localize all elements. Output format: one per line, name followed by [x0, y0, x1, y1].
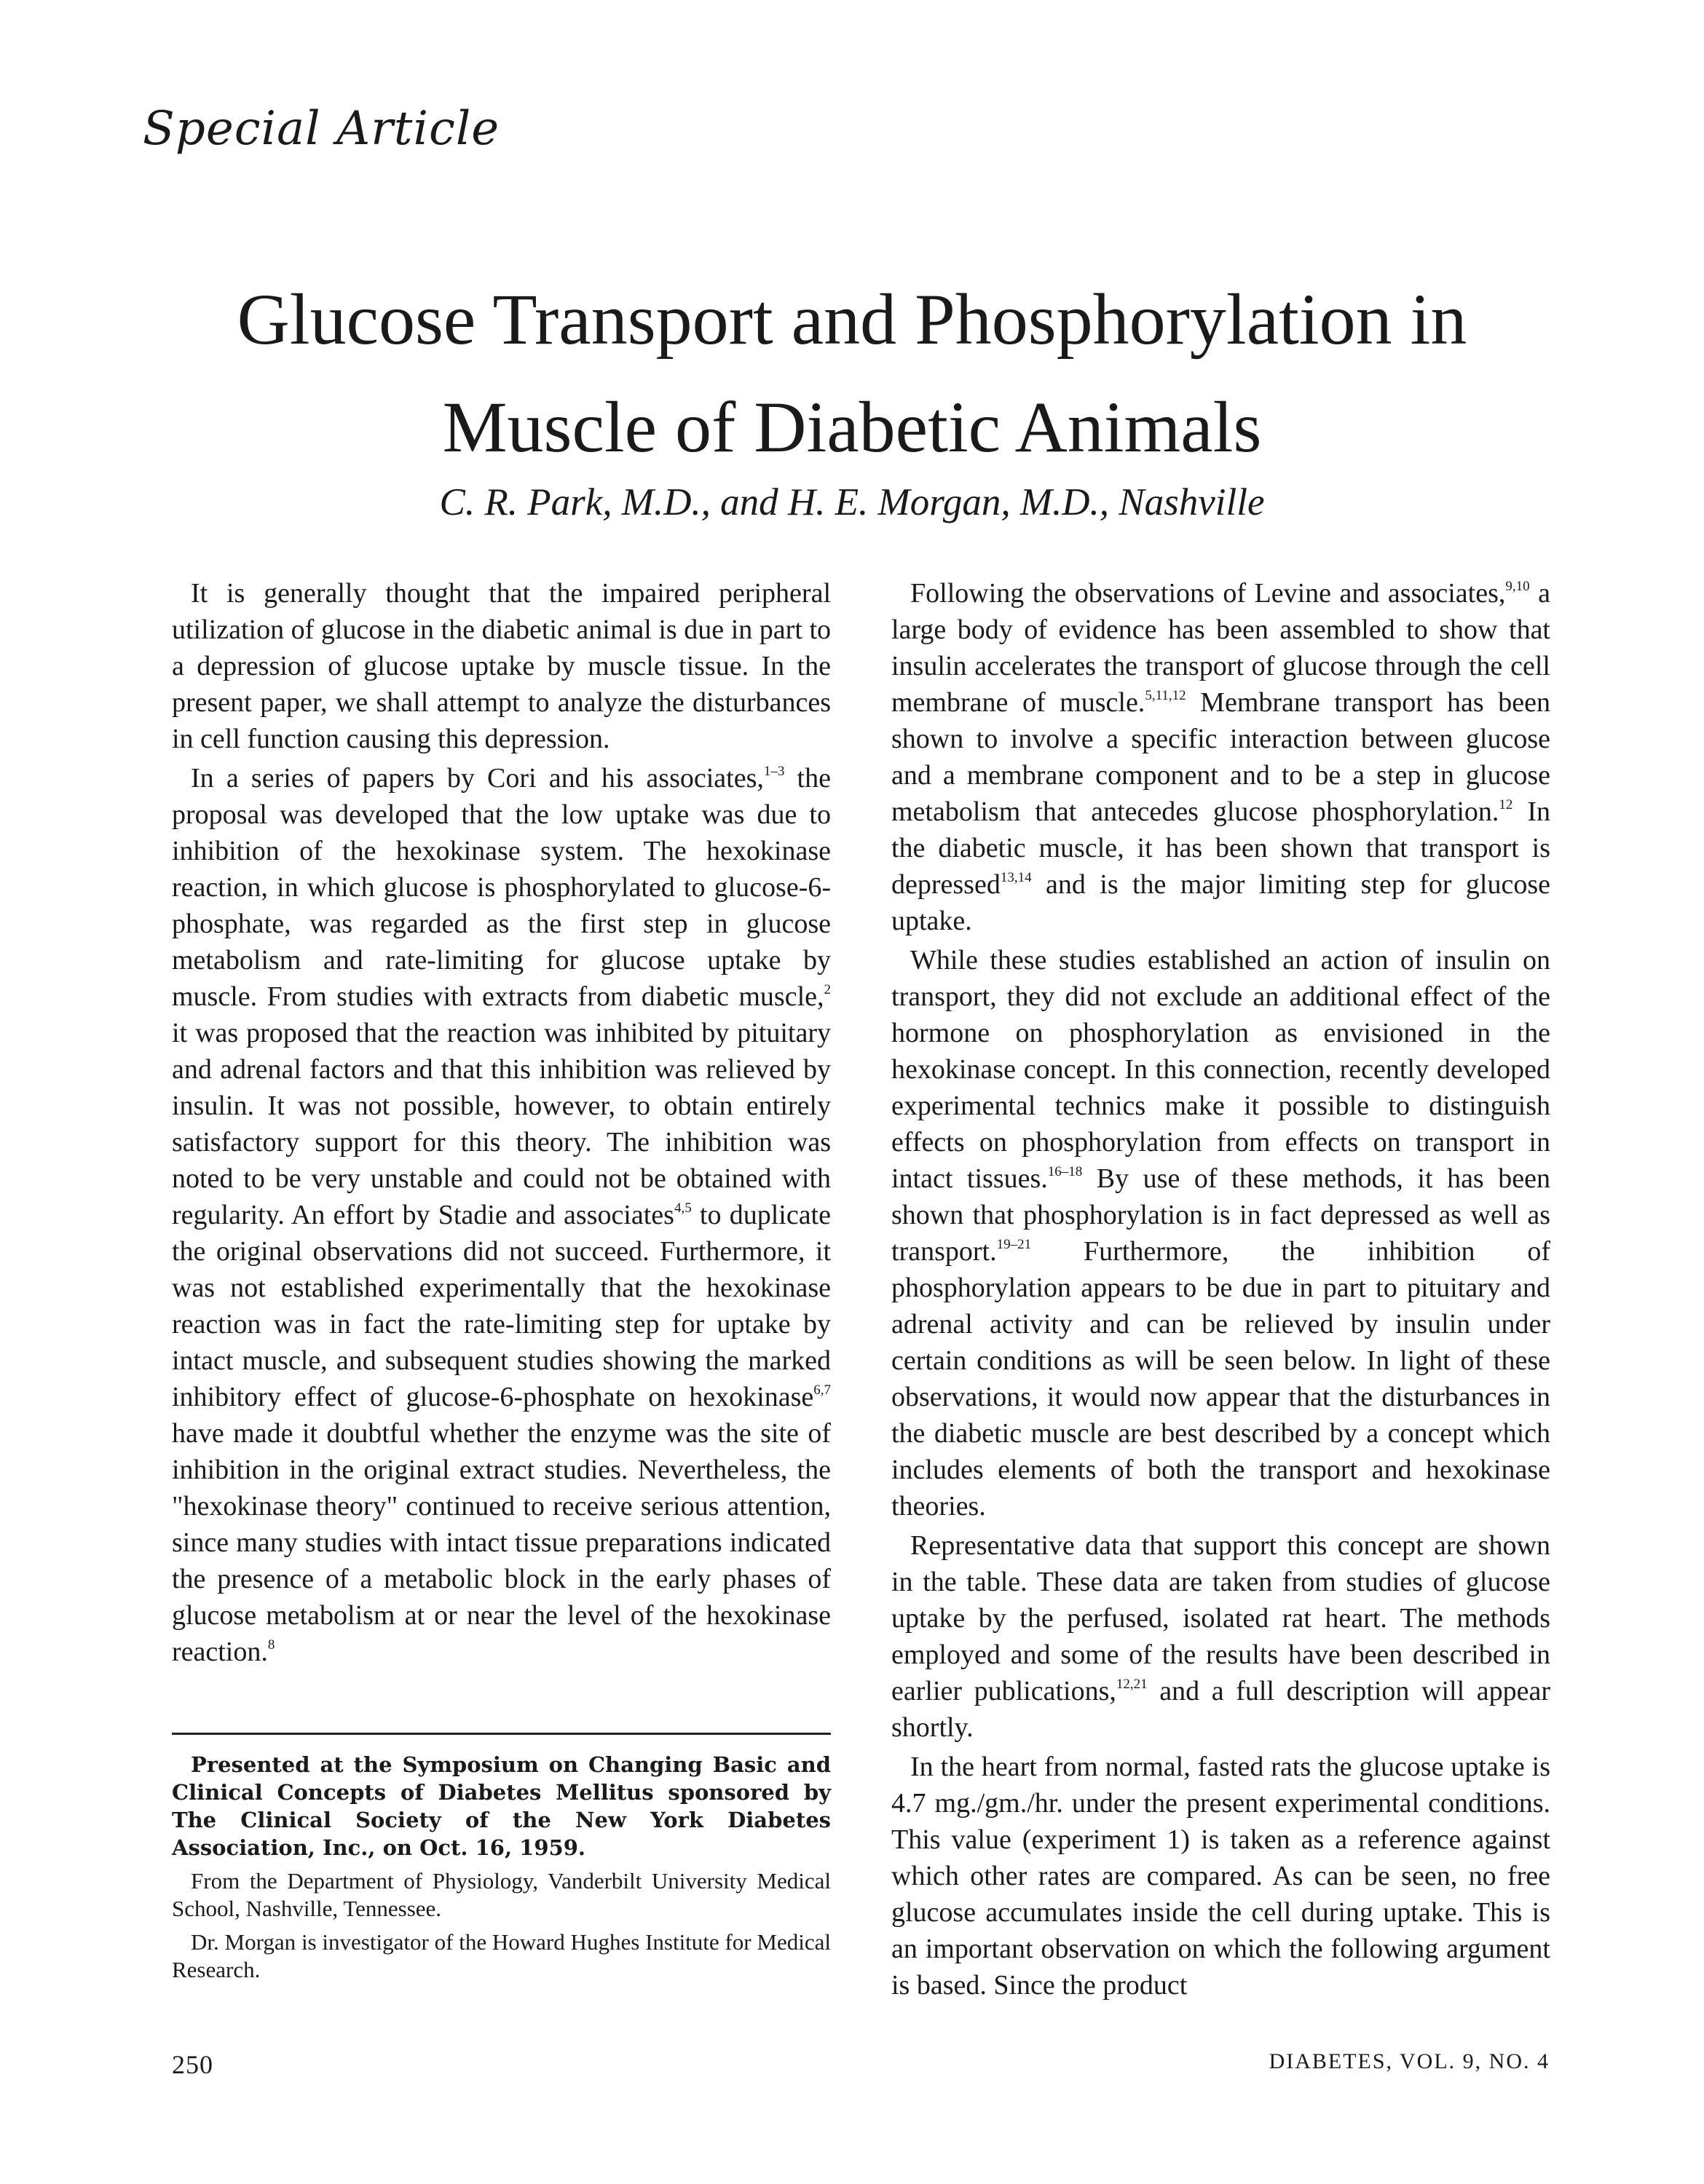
page-number: 250	[172, 2050, 213, 2079]
footnote-divider	[172, 1733, 831, 1735]
text-run: Following the observations of Levine and associates,	[910, 578, 1506, 609]
citation-ref: 2	[824, 981, 831, 997]
text-run: the proposal was developed that the low uptake was due to inhibition of the hexokinase system. The hexokinase reaction, in which glucose is phosphorylated to glucose-6-phosphate, was regarded as the first step in glucose metabolism and rate-limiting for glucose uptake by muscle. From studies with extracts from diabetic muscle,	[172, 763, 831, 1012]
text-run: and is the major limiting step for glucose uptake.	[891, 869, 1550, 936]
right-paragraph-4: In the heart from normal, fasted rats the glucose uptake is 4.7 mg./gm./hr. under the present experimental conditions. This value (experiment 1) is taken as a reference against which other rates are compared. As can be seen, no free glucose accumulates inside the cell during uptake. This is an important observation on which the following argument is based. Since the product	[891, 1752, 1550, 2001]
text-run: By use of these methods, it has been shown that phosphorylation is in fact depressed as well as transport.	[891, 1163, 1550, 1267]
right-paragraph-1	[891, 575, 1550, 939]
text-run: a large body of evidence has been assembled to show that insulin accelerates the transport of glucose through the cell membrane of muscle.	[891, 578, 1550, 718]
citation-ref: 9,10	[1505, 578, 1530, 594]
right-paragraph-2	[891, 942, 1550, 1524]
authors-line: C. R. Park, M.D., and H. E. Morgan, M.D., Nashville	[439, 481, 1265, 523]
left-paragraph-2	[172, 760, 831, 1670]
citation-ref: 4,5	[674, 1200, 692, 1216]
right-paragraph-3	[891, 1527, 1550, 1746]
citation-ref: 16–18	[1047, 1163, 1083, 1179]
text-run: Membrane transport has been shown to involve a specific interaction between glucose and a membrane component and to be a step in glucose metabolism that antecedes glucose phosphorylation.	[891, 687, 1550, 827]
left-paragraph-1: It is generally thought that the impaired peripheral utilization of glucose in the diabetic animal is due in part to a depression of glucose uptake by muscle tissue. In the present paper, we shall attempt to analyze the disturbances in cell function causing this depression.	[172, 578, 831, 754]
citation-ref: 12,21	[1116, 1676, 1148, 1692]
text-run: Furthermore, the inhibition of phosphorylation appears to be due in part to pituitary and adrenal activity and can be relieved by insulin under certain conditions as will be seen below. In light of these observations, it would now appear that the disturbances in the diabetic muscle are best described by a concept which includes elements of both the transport and hexokinase theories.	[891, 1236, 1550, 1522]
citation-ref: 12	[1499, 796, 1513, 812]
text-run: to duplicate the original observations did not succeed. Furthermore, it was not established experimentally that the hexokinase reaction was in fact the rate-limiting step for uptake by intact muscle, and subsequent studies showing the marked inhibitory effect of glucose-6-phosphate on hexokinase	[172, 1200, 831, 1412]
citation-ref: 8	[267, 1637, 275, 1653]
article-title: Glucose Transport and Phosphorylation in Muscle of Diabetic Animals	[237, 279, 1467, 467]
footnote-presented: Presented at the Symposium on Changing Basic and Clinical Concepts of Diabetes Mellitus sponsored by The Clinical Society of the New York Diabetes Association, Inc., on Oct. 16, 1959.	[172, 1752, 831, 1860]
footnote-department: From the Department of Physiology, Vanderbilt University Medical School, Nashville, Tennessee.	[172, 1868, 831, 1921]
footnotes	[172, 1751, 831, 1990]
left-column	[172, 575, 831, 1670]
running-head: DIABETES, VOL. 9, NO. 4	[1269, 2049, 1550, 2073]
citation-ref: 19–21	[996, 1236, 1032, 1252]
text-run: have made it doubtful whether the enzyme was the site of inhibition in the original extract studies. Nevertheless, the "hexokinase theory" continued to receive serious attention, since many studies with intact tissue preparations indicated the presence of a metabolic block in the early phases of glucose metabolism at or near the level of the hexokinase reaction.	[172, 1418, 831, 1667]
text-run: it was proposed that the reaction was inhibited by pituitary and adrenal factors and that this inhibition was relieved by insulin. It was not possible, however, to obtain entirely satisfactory support for this theory. The inhibition was noted to be very unstable and could not be obtained with regularity. An effort by Stadie and associates	[172, 1018, 831, 1230]
footnote-investigator: Dr. Morgan is investigator of the Howard Hughes Institute for Medical Research.	[172, 1929, 831, 1982]
text-run: In a series of papers by Cori and his associates,	[191, 763, 764, 794]
citation-ref: 6,7	[813, 1382, 831, 1398]
right-column	[891, 575, 1550, 2003]
citation-ref: 1–3	[763, 763, 785, 779]
text-run: In the diabetic muscle, it has been shown that transport is depressed	[891, 796, 1551, 900]
citation-ref: 13,14	[1000, 869, 1032, 885]
section-label: Special Article	[143, 102, 500, 156]
text-run: While these studies established an action of insulin on transport, they did not exclude an additional effect of the hormone on phosphorylation as envisioned in the hexokinase concept. In this connection, recently developed experimental technics make it possible to distinguish effects on phosphorylation from effects on transport in intact tissues.	[891, 945, 1550, 1194]
citation-ref: 5,11,12	[1145, 687, 1186, 703]
text-run: and a full description will appear shortly.	[891, 1676, 1551, 1743]
text-run: Representative data that support this concept are shown in the table. These data are taken from studies of glucose uptake by the perfused, isolated rat heart. The methods employed and some of the results have been described in earlier publications,	[891, 1530, 1550, 1706]
